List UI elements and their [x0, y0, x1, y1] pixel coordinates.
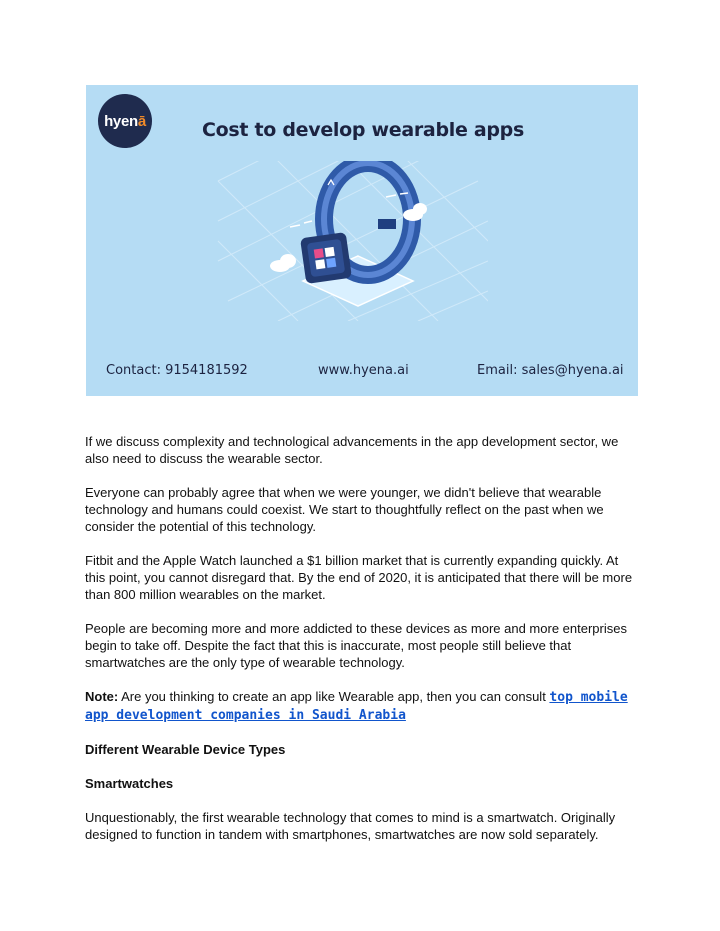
logo-text: hyenā — [104, 112, 146, 130]
hyena-logo — [98, 94, 152, 148]
note-label: Note: — [85, 689, 119, 704]
section-heading-device-types: Different Wearable Device Types — [85, 742, 286, 757]
smartwatch-icon — [208, 161, 488, 321]
contact-phone: Contact: 9154181592 — [106, 363, 248, 378]
website-label: www.hyena.ai — [318, 363, 409, 378]
banner-title: Cost to develop wearable apps — [202, 119, 524, 141]
article-body — [85, 433, 640, 860]
paragraph-intro: If we discuss complexity and technological advancements in the app development sector, we also need to discuss the wearable sector. — [85, 434, 619, 466]
paragraph-addiction: People are becoming more and more addicted to these devices as more and more enterprises begin to take off. Despite the fact that this is inaccurate, most people still believe that smartwatches are the only type of wearable technology. — [85, 621, 627, 670]
section-heading-smartwatches: Smartwatches — [85, 776, 174, 791]
email-label: Email: sales@hyena.ai — [477, 363, 624, 378]
hero-banner-image — [86, 85, 638, 396]
note-link[interactable]: top mobile app development companies in Saudi Arabia — [85, 690, 628, 723]
paragraph-smartwatches: Unquestionably, the first wearable technology that comes to mind is a smartwatch. Originally designed to function in tandem with smartphones, smartwatches are now sold separately. — [85, 810, 616, 842]
paragraph-coexist: Everyone can probably agree that when we were younger, we didn't believe that wearable technology and humans could coexist. We start to thoughtfully reflect on the past when we consider the potential of this technology. — [85, 485, 604, 534]
note-paragraph — [85, 688, 640, 724]
paragraph-market: Fitbit and the Apple Watch launched a $1 billion market that is currently expanding quickly. At this point, you cannot disregard that. By the end of 2020, it is anticipated that there will be more than 800 million wearables on the market. — [85, 553, 633, 602]
banner-contact-row — [86, 363, 638, 385]
note-text: Are you thinking to create an app like Wearable app, then you can consult — [118, 689, 550, 704]
